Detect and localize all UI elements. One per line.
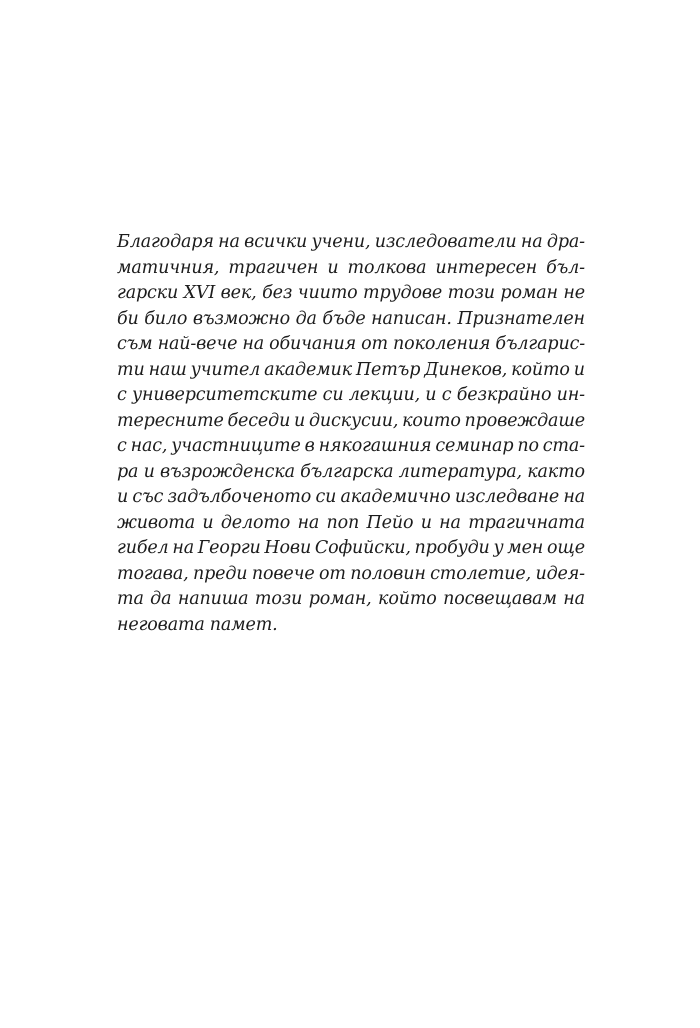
word: съм [117,334,153,354]
word: половин [350,563,426,584]
word: възможно [192,308,291,329]
word: и [420,512,432,533]
word: и [573,359,585,380]
word: посвещавам [443,589,557,609]
word: изследователи [374,232,517,252]
word: на [520,232,543,252]
word: бъл- [546,257,585,278]
word: семинар [435,436,514,456]
word: тогава, [117,563,189,584]
word: да [150,589,172,609]
text-line [117,434,585,460]
text-line [117,511,585,537]
word: Динеков, [424,359,508,380]
word: пробуди [414,538,490,558]
word: най-вече [157,334,238,354]
word: толкова [347,257,427,278]
word: литература, [398,461,522,482]
word: столетие, [430,563,532,584]
word: на [242,334,265,354]
word: някогашния [318,436,432,456]
word: било [144,308,188,329]
word: Софийски, [314,538,411,558]
word: лекции, [348,385,420,405]
word: XVI [183,283,216,303]
word: на [439,512,461,533]
word: в [304,436,315,456]
word: които [402,410,461,431]
word: ра [117,461,139,482]
word: мен [507,538,544,558]
word: на [218,232,240,252]
word: от [319,563,346,584]
word: Пейо [366,512,414,533]
word: да [295,308,317,329]
word: бъде [322,308,366,329]
word: българис- [495,334,585,354]
text-line [117,485,585,511]
word: безкрайно [456,385,552,405]
word: живота [117,512,196,533]
word: роман, [308,589,372,609]
word: с [117,385,127,405]
word: ин- [556,385,585,405]
word: ста- [542,436,585,456]
text-line [117,460,585,486]
text-line [117,307,585,333]
word: Петър [355,359,421,380]
word: учител [190,359,261,380]
word: с [441,385,452,405]
word: ти [117,359,145,380]
word: академично [340,487,451,507]
word: дра- [546,232,585,252]
word: беседи [227,410,291,431]
word: нас, [130,436,168,456]
text-line [117,383,585,409]
dedication-paragraph [117,230,585,638]
word: повече [251,563,315,584]
word: трагичен [228,257,319,278]
word: на [563,487,585,507]
word: трудове [363,283,443,303]
word: който [378,589,437,609]
word: делото [220,512,291,533]
word: интересен [435,257,538,278]
word: тересните [117,410,224,431]
word: та [117,589,144,609]
word: напиша [177,589,249,609]
word: гибел [117,538,169,558]
word: участниците [171,436,301,456]
word: и [202,512,214,533]
word: памет. [209,614,278,635]
word: Нови [264,538,312,558]
word: задълбоченото [167,487,312,507]
word: възрожденска [159,461,295,482]
word: чиито [297,283,358,303]
text-line [117,409,585,435]
word: българска [300,461,394,482]
word: преди [192,563,248,584]
word: неговата [117,614,205,635]
word: и [294,410,306,431]
text-line [117,536,585,562]
word: и [117,487,129,507]
word: би [117,308,139,329]
word: този [447,283,495,303]
word: трагичната [468,512,585,533]
word: още [546,538,585,558]
word: както [527,461,585,482]
word: поп [326,512,360,533]
text-line [117,256,585,282]
word: си [322,385,344,405]
word: идея- [535,563,585,584]
word: и [143,461,155,482]
word: учени, [311,232,371,252]
word: не [563,283,585,303]
word: университетските [131,385,318,405]
word: с [117,436,127,456]
text-line [117,613,585,639]
text-line [117,587,585,613]
word: наш [148,359,187,380]
text-line [117,281,585,307]
word: от [361,334,388,354]
word: на [563,589,585,609]
word: дискусии, [308,410,399,431]
word: гарски [117,283,179,303]
word: провеждаше [464,410,585,431]
word: академик [264,359,352,380]
word: всички [244,232,308,252]
word: роман [500,283,558,303]
word: Георги [197,538,261,558]
word: със [132,487,164,507]
word: този [254,589,303,609]
word: без [262,283,293,303]
word: поколения [393,334,491,354]
word: си [315,487,337,507]
text-line [117,562,585,588]
word: на [172,538,194,558]
word: по [517,436,539,456]
text-line [117,358,585,384]
word: който [511,359,570,380]
word: и [327,257,339,278]
word: у [493,538,504,558]
word: матичния, [117,257,220,278]
word: написан. [371,308,452,329]
word: изследване [454,487,560,507]
word: Благодаря [117,232,214,252]
word: и [425,385,437,405]
word: Признателен [457,308,585,329]
word: век, [220,283,257,303]
text-line [117,332,585,358]
word: обичания [269,334,357,354]
text-line [117,230,585,256]
word: на [297,512,320,533]
